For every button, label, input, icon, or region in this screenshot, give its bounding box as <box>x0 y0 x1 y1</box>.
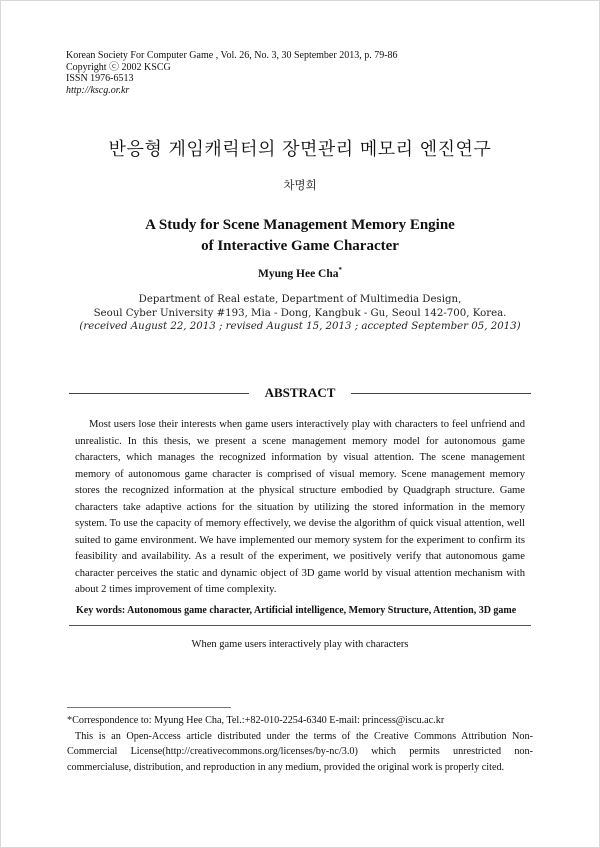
license-note: This is an Open-Access article distributed under the terms of the Creative Commons Attribution Non-Commercial License(http://creativecommons.org/licenses/by-nc/3.0) which permits unrestricted non-commercialuse, distribution, and reproduction in any medium, provided the original work is properly cited. <box>67 730 533 773</box>
journal-header <box>66 50 398 96</box>
affiliation <box>1 293 599 334</box>
footnote-divider <box>67 707 231 708</box>
abstract-rule-right <box>351 393 531 394</box>
journal-citation: Korean Society For Computer Game , Vol. 26, No. 3, 30 September 2013, p. 79-86 <box>66 50 398 61</box>
body-text-line: When game users interactively play with characters <box>191 639 409 650</box>
footnote <box>67 713 533 775</box>
korean-author: 차명희 <box>283 178 317 192</box>
korean-title: 반응형 게임캐릭터의 장면관리 메모리 엔진연구 <box>108 139 492 160</box>
journal-url[interactable]: http://kscg.or.kr <box>66 84 130 96</box>
journal-issn: ISSN 1976-6513 <box>66 73 134 84</box>
keywords: Key words: Autonomous game character, Artificial intelligence, Memory Structure, Attention, 3D game <box>76 605 517 616</box>
author-name: Myung Hee Cha <box>258 267 339 280</box>
abstract-heading <box>69 385 531 401</box>
abstract-body: Most users lose their interests when game users interactively play with characters to feel unfriend and unrealistic. In this thesis, we present a scene management memory model for autonomous game characters, which manages the recognized information by visual attention. The scene management memory of autonomous game character is comprised of visual memory. Scene management memory stores the recognized information at the physical structure embodied by Quadgraph structure. Game characters take adaptive actions for the situation by utilizing the stored information in the memory system. To use the capacity of memory effectively, we devise the algorithm of quick visual attention, well suited to game environment. We have implemented our memory system for the experiment to confirm its feasibility and availability. As a result of the experiment, we positively verify that autonomous game character perceives the static and dynamic object of 3D game world by visual attention mechanism with about 2 times improvement of time complexity. <box>75 419 525 595</box>
correspondence-note: *Correspondence to: Myung Hee Cha, Tel.:+82-010-2254-6340 E-mail: princess@iscu.ac.kr <box>67 715 445 726</box>
english-title-line-1: A Study for Scene Management Memory Engine <box>145 217 455 233</box>
english-title <box>1 215 599 257</box>
journal-copyright: Copyright ⓒ 2002 KSCG <box>66 61 171 73</box>
affiliation-line-2: Seoul Cyber University #193, Mia - Dong, Kangbuk - Gu, Seoul 142-700, Korea. <box>93 307 507 319</box>
affiliation-line-1: Department of Real estate, Department of Multimedia Design, <box>138 294 462 305</box>
correspondence-mark: * <box>338 266 342 274</box>
keywords-divider <box>69 625 531 626</box>
submission-dates: (received August 22, 2013 ; revised August 15, 2013 ; accepted September 05, 2013) <box>79 321 521 332</box>
abstract-heading-label: ABSTRACT <box>264 385 336 400</box>
english-author <box>1 266 599 280</box>
english-title-line-2: of Interactive Game Character <box>201 238 399 254</box>
